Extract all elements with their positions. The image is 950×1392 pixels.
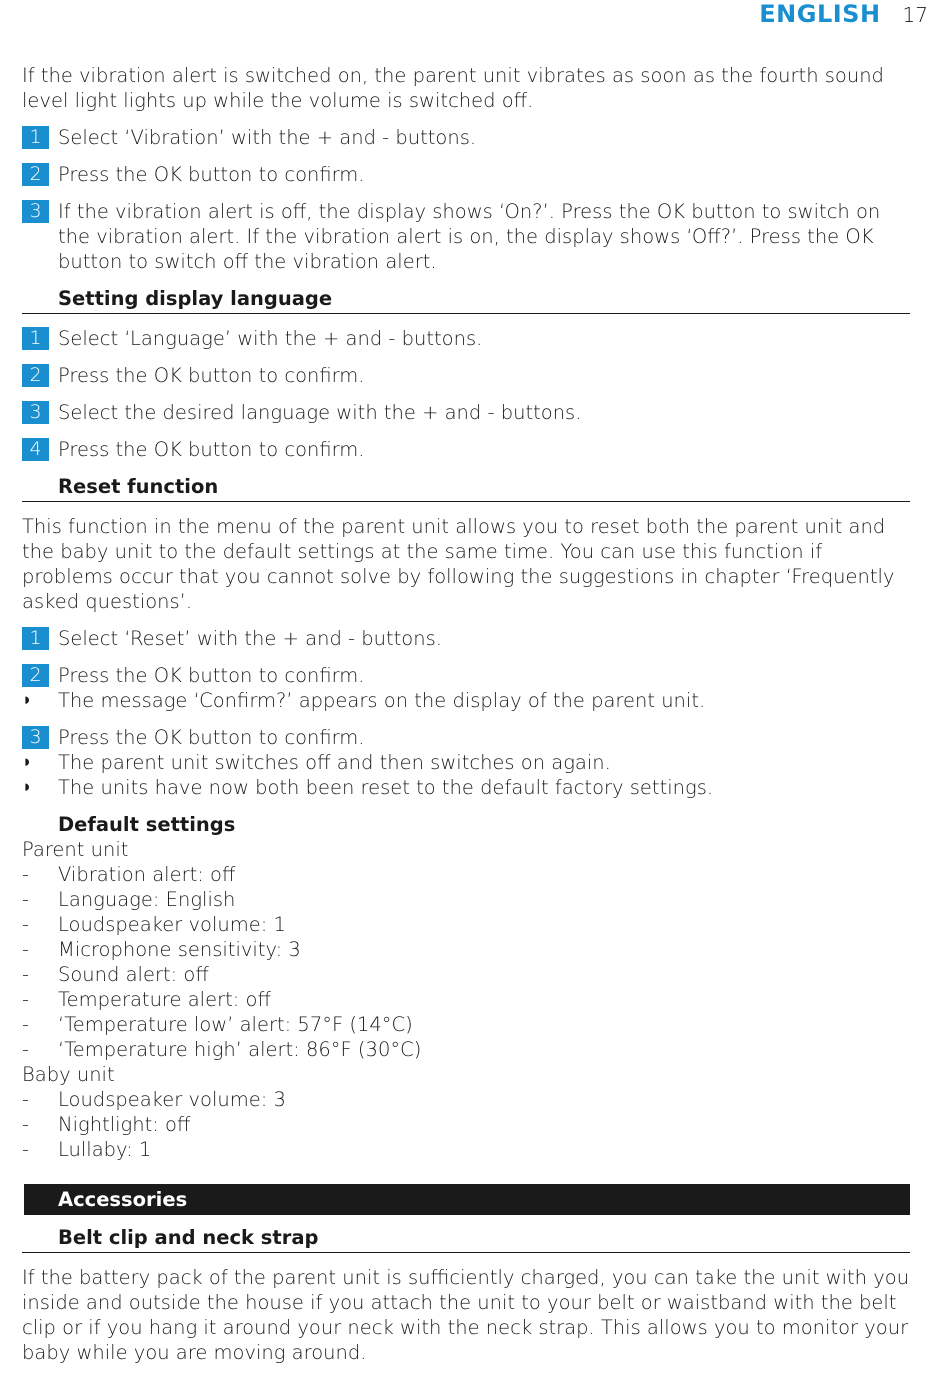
reset-intro: This function in the menu of the parent unit allows you to reset both the parent unit and the baby unit to the default settings at the same time. You can use this function if problems occur that you cannot solve by following the suggestions in chapter ‘Frequently asked questions’.	[22, 515, 895, 613]
step-text: Select ‘Language’ with the + and - buttons.	[58, 327, 483, 350]
page-content	[22, 63, 910, 1377]
step	[22, 199, 910, 274]
step	[22, 663, 910, 688]
result-arrow-icon: ◗	[22, 777, 33, 797]
dash-marker: -	[22, 863, 30, 886]
step-text: Press the OK button to confirm.	[58, 163, 365, 186]
step-text: Select ‘Reset’ with the + and - buttons.	[58, 627, 442, 650]
dash-marker: -	[22, 938, 30, 961]
step-number: 4	[22, 438, 49, 461]
list-item-text: Microphone sensitivity: 3	[58, 938, 301, 961]
step-text: Select ‘Vibration’ with the + and - buttons.	[58, 126, 477, 149]
step-number: 1	[22, 627, 49, 650]
language-label: ENGLISH	[759, 0, 881, 28]
step	[22, 437, 910, 462]
step-text: If the vibration alert is off, the display shows ‘On?’. Press the OK button to switch on the vibration alert. If the vibration alert is on, the display shows ‘Off?’. Press the OK button to switch off the vibration alert.	[58, 200, 881, 273]
step	[22, 626, 910, 651]
list-item-text: Sound alert: off	[58, 963, 209, 986]
list-item	[22, 1012, 910, 1037]
step	[22, 125, 910, 150]
list-item	[22, 937, 910, 962]
list-item-text: Loudspeaker volume: 1	[58, 913, 286, 936]
dash-marker: -	[22, 913, 30, 936]
list-item	[22, 887, 910, 912]
list-item-text: Loudspeaker volume: 3	[58, 1088, 286, 1111]
section-heading-reset: Reset function	[22, 474, 910, 502]
list-item	[22, 1112, 910, 1137]
baby-unit-label: Baby unit	[22, 1063, 115, 1086]
section-heading-defaults: Default settings	[58, 813, 236, 836]
step-number: 2	[22, 364, 49, 387]
list-item	[22, 1137, 910, 1162]
step	[22, 162, 910, 187]
dash-marker: -	[22, 963, 30, 986]
step-text: Press the OK button to confirm.	[58, 726, 365, 749]
list-item-text: ‘Temperature high’ alert: 86°F (30°C)	[58, 1038, 422, 1061]
step-number: 2	[22, 163, 49, 186]
step-number: 3	[22, 726, 49, 749]
vibration-intro: If the vibration alert is switched on, the parent unit vibrates as soon as the fourth sound level light lights up while the volume is switched off.	[22, 64, 884, 112]
step-text: Press the OK button to confirm.	[58, 438, 365, 461]
step-text: Press the OK button to confirm.	[58, 364, 365, 387]
step-text: Select the desired language with the + and - buttons.	[58, 401, 582, 424]
step-number: 2	[22, 664, 49, 687]
list-item-text: Nightlight: off	[58, 1113, 191, 1136]
result-group	[22, 688, 910, 713]
result-line	[22, 750, 910, 775]
list-item	[22, 987, 910, 1012]
list-item	[22, 912, 910, 937]
step-number: 3	[22, 401, 49, 424]
result-text: The parent unit switches off and then switches on again.	[58, 751, 611, 774]
list-item-text: Language: English	[58, 888, 236, 911]
section-heading-language: Setting display language	[22, 286, 910, 314]
list-item-text: Lullaby: 1	[58, 1138, 152, 1161]
dash-marker: -	[22, 1088, 30, 1111]
step-number: 3	[22, 200, 49, 223]
step-number: 1	[22, 126, 49, 149]
list-item-text: Vibration alert: off	[58, 863, 236, 886]
dash-marker: -	[22, 1038, 30, 1061]
step-text: Press the OK button to confirm.	[58, 664, 365, 687]
dash-marker: -	[22, 988, 30, 1011]
step	[22, 400, 910, 425]
result-group	[22, 750, 910, 800]
list-item	[22, 1037, 910, 1062]
list-item-text: ‘Temperature low’ alert: 57°F (14°C)	[58, 1013, 413, 1036]
parent-unit-label: Parent unit	[22, 838, 129, 861]
list-item	[22, 1087, 910, 1112]
step-number: 1	[22, 327, 49, 350]
result-line	[22, 775, 910, 800]
dash-marker: -	[22, 888, 30, 911]
step	[22, 363, 910, 388]
dash-marker: -	[22, 1138, 30, 1161]
list-item	[22, 862, 910, 887]
result-line	[22, 688, 910, 713]
chapter-band-accessories: Accessories	[24, 1184, 910, 1215]
dash-marker: -	[22, 1113, 30, 1136]
dash-marker: -	[22, 1013, 30, 1036]
list-item	[22, 962, 910, 987]
list-item-text: Temperature alert: off	[58, 988, 271, 1011]
result-text: The units have now both been reset to the default factory settings.	[58, 776, 714, 799]
step	[22, 326, 910, 351]
section-heading-belt-clip: Belt clip and neck strap	[22, 1225, 910, 1253]
result-arrow-icon: ◗	[22, 752, 33, 772]
page-number: 17	[902, 3, 928, 27]
accessories-text: If the battery pack of the parent unit is sufficiently charged, you can take the unit with you inside and outside the house if you attach the unit to your belt or waistband with the belt clip or if you hang it around your neck with the neck strap. This allows you to monitor your baby while you are moving around.	[22, 1266, 910, 1364]
step	[22, 725, 910, 750]
result-text: The message ‘Confirm?’ appears on the display of the parent unit.	[58, 689, 706, 712]
page-header	[759, 0, 928, 26]
result-arrow-icon: ◗	[22, 690, 33, 710]
